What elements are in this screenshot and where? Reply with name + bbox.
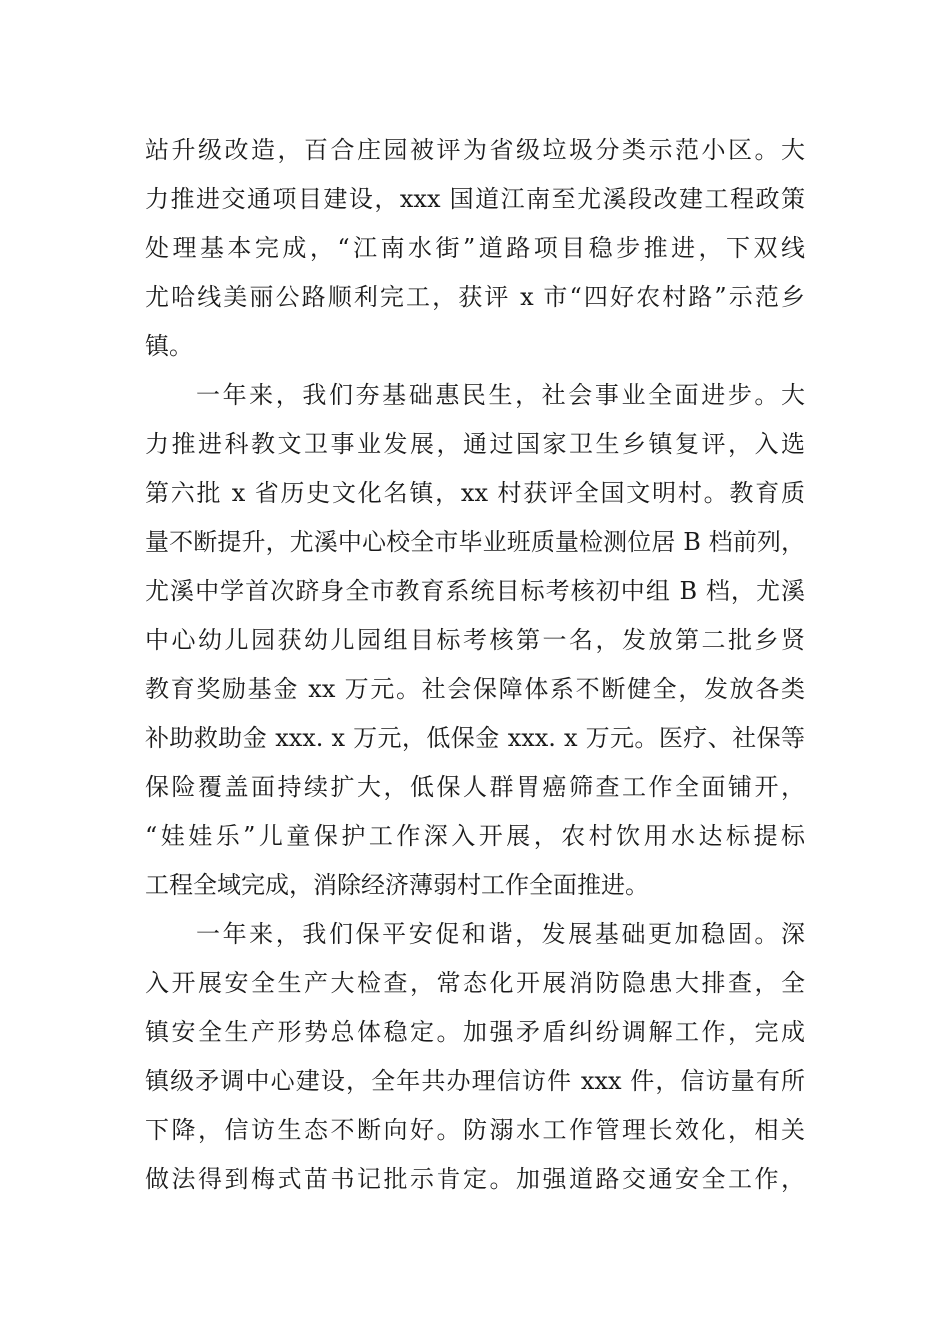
paragraph-2-line-9: 保险覆盖面持续扩大，低保人群胃癌筛查工作全面铺开， (145, 773, 805, 801)
paragraph-3-line-3: 镇安全生产形势总体稳定。加强矛盾纠纷调解工作，完成 (145, 1018, 805, 1046)
paragraph-2-line-10: “娃娃乐”儿童保护工作深入开展，农村饮用水达标提标 (145, 822, 805, 850)
paragraph-3-line-6: 做法得到梅式苗书记批示肯定。加强道路交通安全工作， (145, 1165, 805, 1193)
paragraph-2-line-11: 工程全域完成，消除经济薄弱村工作全面推进。 (145, 871, 649, 899)
paragraph-2-line-2: 力推进科教文卫事业发展，通过国家卫生乡镇复评，入选 (145, 430, 805, 458)
paragraph-3-line-1: 一年来，我们保平安促和谐，发展基础更加稳固。深 (196, 920, 805, 948)
paragraph-2-line-4: 量不断提升，尤溪中心校全市毕业班质量检测位居 B 档前列， (145, 528, 805, 556)
paragraph-2-line-1: 一年来，我们夯基础惠民生，社会事业全面进步。大 (196, 381, 805, 409)
paragraph-2-line-5: 尤溪中学首次跻身全市教育系统目标考核初中组 B 档，尤溪 (145, 577, 805, 605)
paragraph-3-line-4: 镇级矛调中心建设，全年共办理信访件 xxx 件，信访量有所 (145, 1067, 805, 1095)
document-body (145, 126, 805, 1204)
paragraph-1-line-1: 站升级改造，百合庄园被评为省级垃圾分类示范小区。大 (145, 136, 805, 164)
paragraph-1-line-4: 尤哈线美丽公路顺利完工，获评 x 市“四好农村路”示范乡 (145, 283, 805, 311)
paragraph-2-line-7: 教育奖励基金 xx 万元。社会保障体系不断健全，发放各类 (145, 675, 805, 703)
paragraph-1-line-5: 镇。 (145, 332, 193, 360)
paragraph-3-line-2: 入开展安全生产大检查，常态化开展消防隐患大排查，全 (145, 969, 805, 997)
paragraph-2-line-8: 补助救助金 xxx. x 万元，低保金 xxx. x 万元。医疗、社保等 (145, 724, 805, 752)
paragraph-1-line-2: 力推进交通项目建设，xxx 国道江南至尤溪段改建工程政策 (145, 185, 805, 213)
paragraph-2-line-6: 中心幼儿园获幼儿园组目标考核第一名，发放第二批乡贤 (145, 626, 805, 654)
paragraph-3-line-5: 下降，信访生态不断向好。防溺水工作管理长效化，相关 (145, 1116, 805, 1144)
paragraph-1-line-3: 处理基本完成，“江南水街”道路项目稳步推进，下双线 (145, 234, 805, 262)
paragraph-2-line-3: 第六批 x 省历史文化名镇，xx 村获评全国文明村。教育质 (145, 479, 805, 507)
